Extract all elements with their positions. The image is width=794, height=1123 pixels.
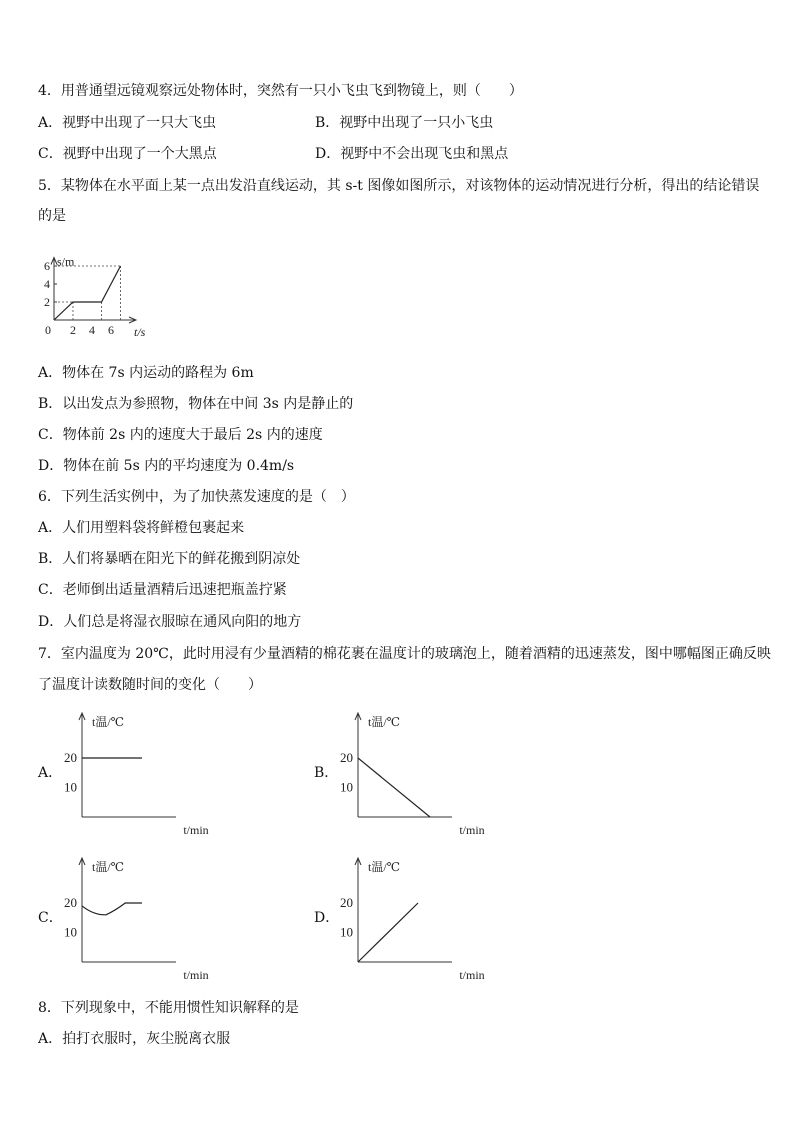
x-axis-label: t/s (134, 325, 146, 339)
y-tick-label: 10 (340, 779, 353, 795)
y-tick-label: 2 (44, 295, 50, 309)
x-tick-label: 2 (70, 323, 76, 337)
x-axis-label: t/min (183, 823, 209, 837)
series-line-b (358, 758, 430, 817)
q4-option-d: D．视野中不会出现飞虫和黑点 (315, 146, 509, 162)
q7-graph-a (58, 705, 209, 840)
q5-stem-line2: 的是 (38, 208, 66, 224)
q5-stem-line1: 5．某物体在水平面上某一点出发沿直线运动，其 s-t 图像如图所示，对该物体的运动情况进行分析，得出的结论错误 (38, 178, 760, 194)
q4-option-a: A．视野中出现了一只大飞虫 (38, 115, 217, 131)
q7-label-b: B． (314, 765, 339, 781)
y-axis-label: t温/℃ (92, 860, 125, 874)
y-axis-label: t温/℃ (92, 715, 125, 729)
q7-graph-b (334, 705, 485, 840)
q7-label-a: A． (38, 765, 63, 781)
x-tick-label-0: 0 (45, 323, 51, 337)
q6-option-d: D．人们总是将湿衣服晾在通风向阳的地方 (38, 614, 302, 630)
y-tick-label: 20 (64, 750, 77, 765)
y-axis-label: t温/℃ (368, 715, 401, 729)
q5-option-b: B．以出发点为参照物，物体在中间 3s 内是静止的 (38, 396, 354, 412)
q4-option-b: B．视野中出现了一只小飞虫 (315, 115, 494, 131)
x-axis-label: t/min (459, 968, 485, 982)
q7-graph-d (334, 850, 485, 985)
q5-st-graph (34, 238, 194, 346)
q7-stem-line2: 了温度计读数随时间的变化（ ） (38, 677, 262, 693)
q8-option-a: A．拍打衣服时，灰尘脱离衣服 (38, 1031, 231, 1047)
y-axis-label: s/m (57, 254, 75, 269)
y-tick-label: 10 (64, 779, 77, 795)
q7-label-c: C． (38, 910, 63, 926)
y-tick-label: 4 (44, 277, 50, 291)
q4-option-c: C．视野中出现了一个大黑点 (38, 146, 217, 162)
x-tick-label: 4 (89, 323, 95, 337)
x-axis-label: t/min (183, 968, 209, 982)
q6-stem: 6．下列生活实例中，为了加快蒸发速度的是（ ） (38, 489, 355, 505)
series-line-d (358, 903, 418, 962)
q5-option-c: C．物体前 2s 内的速度大于最后 2s 内的速度 (38, 427, 323, 443)
series-line-c (82, 903, 142, 915)
q7-label-d: D． (314, 910, 340, 926)
q6-option-c: C．老师倒出适量酒精后迅速把瓶盖拧紧 (38, 582, 287, 598)
y-tick-label: 6 (44, 259, 50, 273)
y-axis-label: t温/℃ (368, 860, 401, 874)
x-axis-label: t/min (459, 823, 485, 837)
q6-option-a: A．人们用塑料袋将鲜橙包裹起来 (38, 520, 245, 536)
series-line-st (54, 266, 121, 320)
q7-graph-c (58, 850, 209, 985)
y-tick-label: 20 (340, 750, 353, 765)
q8-stem: 8．下列现象中，不能用惯性知识解释的是 (38, 1000, 299, 1016)
y-tick-label: 20 (340, 895, 353, 910)
q6-option-b: B．人们将暴晒在阳光下的鲜花搬到阴凉处 (38, 551, 301, 567)
q7-stem-line1: 7．室内温度为 20℃，此时用浸有少量酒精的棉花裹在温度计的玻璃泡上，随着酒精的迅速蒸发，图中哪幅图正确反映 (38, 646, 771, 662)
y-tick-label: 20 (64, 895, 77, 910)
x-tick-label: 6 (108, 323, 114, 337)
y-tick-label: 10 (64, 924, 77, 940)
q4-stem: 4．用普通望远镜观察远处物体时，突然有一只小飞虫飞到物镜上，则（ ） (38, 83, 523, 99)
q5-option-d: D．物体在前 5s 内的平均速度为 0.4m/s (38, 458, 295, 474)
q5-option-a: A．物体在 7s 内运动的路程为 6m (38, 365, 254, 381)
y-tick-label: 10 (340, 924, 353, 940)
